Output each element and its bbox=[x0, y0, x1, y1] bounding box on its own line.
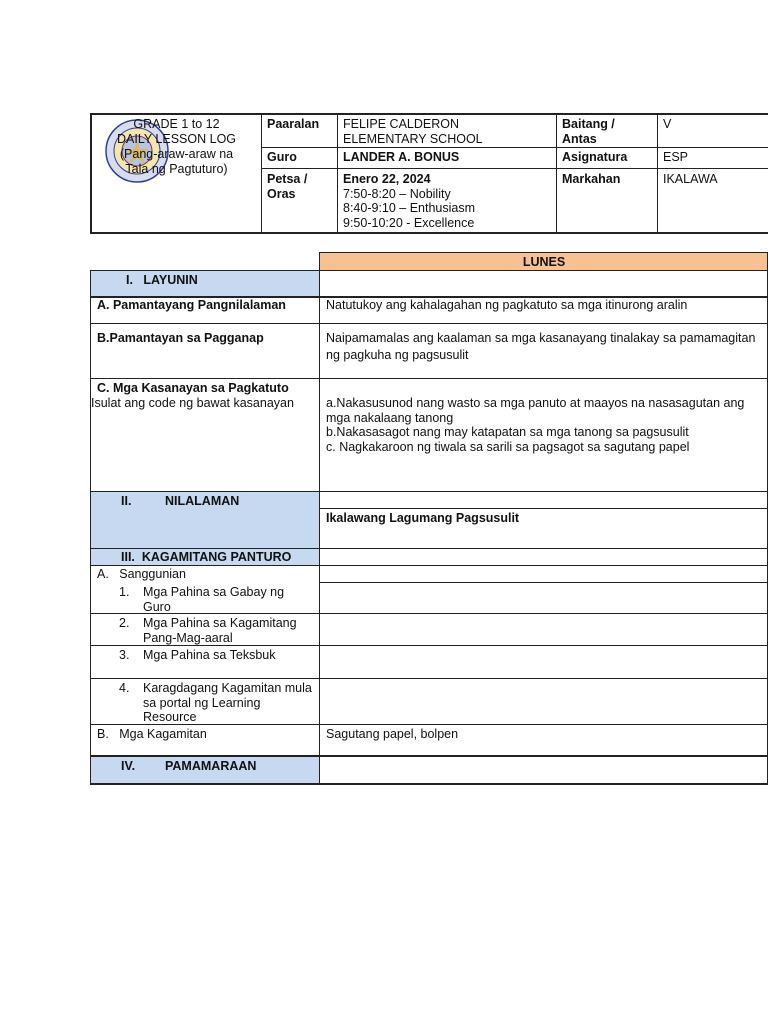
value-nilalaman: Ikalawang Lagumang Pagsusulit bbox=[326, 511, 520, 525]
pamamaraan-num: IV. bbox=[121, 759, 136, 773]
label-pamantayang-pangnilalaman: A. Pamantayang Pangnilalaman bbox=[97, 298, 286, 312]
label-asignatura: Asignatura bbox=[562, 150, 628, 164]
title-line-3: (Pang-araw-araw na bbox=[119, 147, 234, 161]
section-nilalaman: NILALAMAN bbox=[165, 494, 240, 508]
sublabel-kasanayan: Isulat ang code ng bawat kasanayan bbox=[91, 396, 294, 410]
day-header-lunes: LUNES bbox=[522, 255, 566, 269]
label-mga-kagamitan: B. Mga Kagamitan bbox=[97, 727, 207, 741]
nilalaman-num: II. bbox=[121, 494, 132, 508]
sub-item-4-text: Karagdagang Kagamitan mula sa portal ng Learning Resource bbox=[143, 681, 312, 724]
sub-item-4-num: 4. bbox=[119, 681, 130, 695]
sub-item-1-text: Mga Pahina sa Gabay ng Guro bbox=[143, 585, 285, 614]
value-paaralan: FELIPE CALDERON ELEMENTARY SCHOOL bbox=[343, 117, 483, 146]
label-markahan: Markahan bbox=[562, 172, 621, 186]
sub-item-3-text: Mga Pahina sa Teksbuk bbox=[143, 648, 276, 662]
sub-item-3-num: 3. bbox=[119, 648, 130, 662]
kasanayan-item-b: b.Nakasasagot nang may katapatan sa mga tanong sa pagsusulit bbox=[326, 425, 689, 439]
label-paaralan: Paaralan bbox=[267, 117, 320, 131]
sub-item-2-text: Mga Pahina sa Kagamitang Pang-Mag-aaral bbox=[143, 616, 297, 645]
label-pamantayan-pagganap: B.Pamantayan sa Pagganap bbox=[97, 331, 264, 345]
value-pamantayan-pagganap: Naipamamalas ang kaalaman sa mga kasanayang tinalakay sa pamamagitan ng pagkuha ng pagsusulit bbox=[326, 331, 756, 362]
value-guro: LANDER A. BONUS bbox=[343, 150, 460, 164]
title-line-1: GRADE 1 to 12 bbox=[133, 117, 220, 131]
sub-item-1-num: 1. bbox=[119, 585, 130, 599]
section-layunin: I. LAYUNIN bbox=[126, 273, 198, 287]
section-kagamitan: III. KAGAMITANG PANTURO bbox=[121, 550, 292, 564]
value-pamantayang-pangnilalaman: Natutukoy ang kahalagahan ng pagkatuto sa mga itinurong aralin bbox=[326, 298, 688, 312]
value-petsa bbox=[343, 172, 475, 230]
value-mga-kagamitan: Sagutang papel, bolpen bbox=[326, 727, 459, 741]
kasanayan-item-a: a.Nakasusunod nang wasto sa mga panuto at maayos na nasasagutan ang mga nakalaang tanong bbox=[326, 396, 745, 425]
label-baitang: Baitang / Antas bbox=[562, 117, 615, 146]
label-petsa: Petsa / Oras bbox=[267, 172, 308, 201]
dll-title bbox=[92, 117, 261, 177]
label-sanggunian: A. Sanggunian bbox=[97, 567, 186, 581]
kasanayan-item-c: c. Nagkakaroon ng tiwala sa sarili sa pagsagot sa sagutang papel bbox=[326, 439, 690, 454]
title-line-4: Tala ng Pagtuturo) bbox=[125, 162, 228, 176]
label-guro: Guro bbox=[267, 150, 297, 164]
value-kasanayan bbox=[326, 396, 762, 454]
time-slot-3: 9:50-10:20 - Excellence bbox=[343, 215, 475, 230]
title-line-2: DAILY LESSON LOG bbox=[116, 132, 237, 146]
value-asignatura: ESP bbox=[663, 150, 689, 164]
sub-item-2-num: 2. bbox=[119, 616, 130, 630]
value-date: Enero 22, 2024 bbox=[343, 172, 431, 186]
value-baitang: V bbox=[663, 117, 672, 131]
time-slot-2: 8:40-9:10 – Enthusiasm bbox=[343, 201, 476, 215]
value-markahan: IKALAWA bbox=[663, 172, 718, 186]
label-kasanayan: C. Mga Kasanayan sa Pagkatuto bbox=[97, 381, 289, 395]
time-slot-1: 7:50-8:20 – Nobility bbox=[343, 186, 451, 201]
section-pamamaraan: PAMAMARAAN bbox=[165, 759, 257, 773]
